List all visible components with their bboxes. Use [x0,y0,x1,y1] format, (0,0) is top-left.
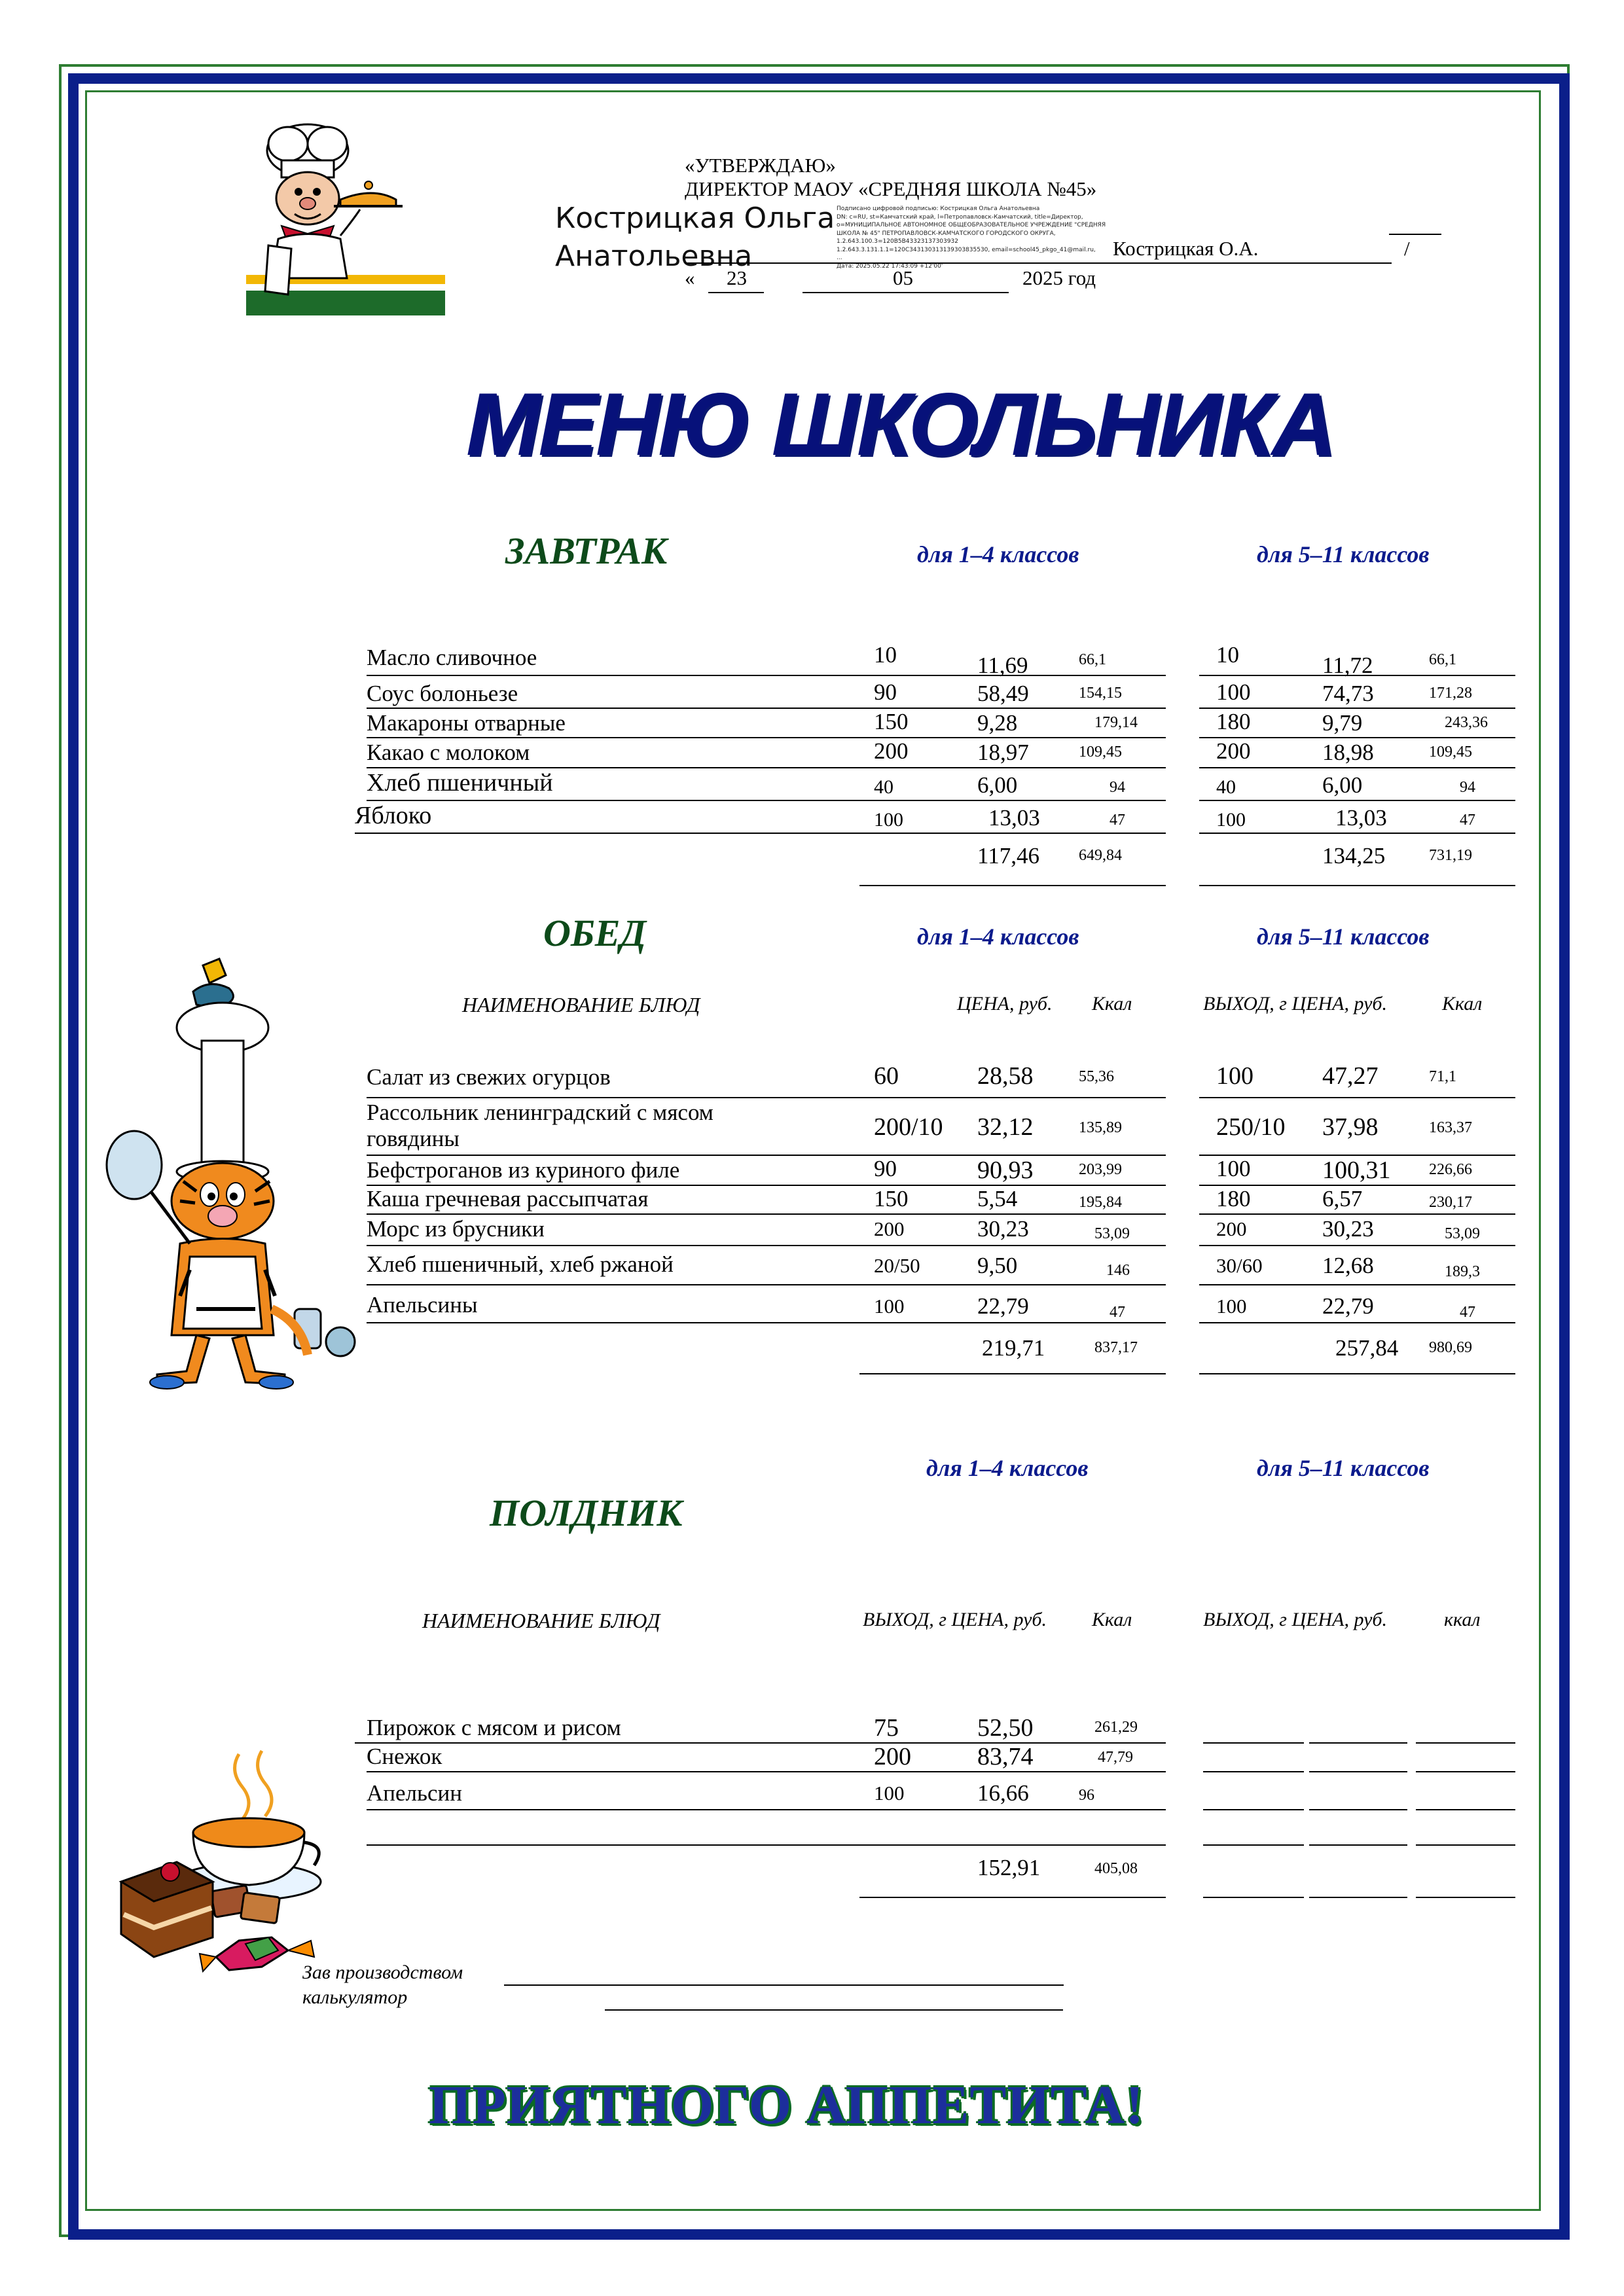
kcal-5-11: 109,45 [1429,744,1472,761]
portion-1-4: 100 [874,809,903,831]
portion-1-4: 200/10 [874,1113,943,1141]
portion-5-11: 100 [1216,809,1246,831]
row-rule [1203,1771,1304,1772]
row-rule [1203,1742,1304,1744]
dish-name: Рассольник ленинградский с мясом [367,1100,713,1125]
price-5-11: 47,27 [1322,1062,1379,1090]
row-rule [859,675,1166,676]
date-month-underline [803,292,1009,293]
breakfast-grade-5-11: для 5–11 классов [1257,541,1430,567]
total-kcal-5-11: 980,69 [1429,1339,1472,1356]
price-1-4: 13,03 [988,805,1040,831]
total-price-1-4: 219,71 [982,1335,1045,1361]
row-rule [1199,833,1515,834]
row-rule [1199,1373,1515,1374]
portion-5-11: 250/10 [1216,1113,1286,1141]
dish-name: Хлеб пшеничный [367,769,553,797]
kcal-1-4: 179,14 [1094,714,1138,731]
price-1-4: 18,97 [977,740,1029,765]
signer-name-line1: Кострицкая Ольга [555,202,835,235]
tiger-chef-illustration [98,942,373,1394]
lunch-title: ОБЕД [543,912,647,954]
portion-1-4: 10 [874,642,897,668]
lunch-header-out-price-5-11: ВЫХОД, г ЦЕНА, руб. [1203,993,1387,1014]
dish-name: Бефстроганов из куриного филе [367,1157,680,1183]
portion-5-11: 100 [1216,679,1251,705]
footer-calculator: калькулятор [302,1986,408,2008]
dish-name: Яблоко [355,802,432,829]
portion-5-11: 100 [1216,1062,1254,1090]
date-open-quote: « [685,266,695,289]
portion-5-11: 10 [1216,642,1239,668]
row-rule [859,1213,1166,1215]
price-5-11: 12,68 [1322,1253,1374,1278]
date-day-underline [708,292,764,293]
row-rule [859,1771,1166,1772]
snack-grade-1-4: для 1–4 классов [926,1455,1089,1481]
snack-grade-5-11: для 5–11 классов [1257,1455,1430,1481]
row-rule [367,1771,859,1772]
portion-1-4: 40 [874,776,893,798]
kcal-5-11: 71,1 [1429,1068,1456,1085]
price-5-11: 22,79 [1322,1293,1374,1319]
row-rule [859,885,1166,886]
digital-signature-line: ... [837,255,842,261]
row-rule [367,1245,859,1246]
price-5-11: 100,31 [1322,1157,1391,1184]
digital-signature-line: DN: c=RU, st=Камчатский край, l=Петропавловск-Камчатский, title=Директор, [837,213,1083,221]
price-1-4: 52,50 [977,1714,1034,1742]
snack-header-name: НАИМЕНОВАНИЕ БЛЮД [422,1609,660,1632]
row-rule [367,1284,859,1285]
dish-name-continued: говядины [367,1126,460,1151]
price-5-11: 6,57 [1322,1186,1363,1211]
kcal-1-4: 47,79 [1098,1749,1133,1766]
row-rule [1199,767,1515,768]
lunch-header-kcal-1-4: Ккал [1092,993,1132,1014]
price-1-4: 28,58 [977,1062,1034,1090]
row-rule [1309,1742,1407,1744]
price-5-11: 13,03 [1335,805,1387,831]
price-1-4: 32,12 [977,1113,1034,1141]
lunch-header-kcal-5-11: Ккал [1442,993,1483,1014]
kcal-1-4: 195,84 [1079,1194,1122,1211]
total-price-1-4: 152,91 [977,1855,1041,1880]
price-1-4: 9,28 [977,710,1018,736]
row-rule [859,1245,1166,1246]
price-1-4: 22,79 [977,1293,1029,1319]
snack-header-out-price-5-11: ВЫХОД, г ЦЕНА, руб. [1203,1609,1387,1630]
portion-1-4: 100 [874,1782,905,1804]
total-price-1-4: 117,46 [977,843,1039,869]
row-rule [859,1284,1166,1285]
row-rule [1199,1322,1515,1323]
portion-5-11: 180 [1216,1186,1251,1211]
snack-header-out-price-1-4: ВЫХОД, г ЦЕНА, руб. [863,1609,1047,1630]
portion-1-4: 100 [874,1295,905,1318]
portion-5-11: 100 [1216,1295,1247,1318]
page-title: МЕНЮ ШКОЛЬНИКА [466,374,1335,474]
row-rule [1416,1809,1515,1810]
row-rule [859,800,1166,801]
price-5-11: 30,23 [1322,1216,1374,1242]
total-kcal-1-4: 837,17 [1094,1339,1138,1356]
row-rule [367,737,859,738]
kcal-1-4: 154,15 [1079,685,1122,702]
portion-1-4: 90 [874,679,897,705]
kcal-5-11: 47 [1460,1304,1475,1321]
price-1-4: 30,23 [977,1216,1029,1242]
dish-name: Апельсины [367,1292,478,1318]
portion-5-11: 180 [1216,709,1251,734]
row-rule [367,1213,859,1215]
portion-1-4: 150 [874,1186,909,1211]
dish-name: Масло сливочное [367,645,537,670]
snack-title: ПОЛДНИК [490,1492,683,1534]
price-1-4: 90,93 [977,1157,1034,1184]
total-kcal-1-4: 405,08 [1094,1860,1138,1877]
price-1-4: 9,50 [977,1253,1018,1278]
row-rule [367,1844,859,1846]
portion-1-4: 20/50 [874,1254,920,1277]
row-rule [859,1097,1166,1098]
row-rule [367,708,859,709]
row-rule [1199,1284,1515,1285]
portion-1-4: 60 [874,1062,899,1090]
date-day: 23 [727,266,747,289]
footer-signature-line-2 [605,2009,1063,2011]
kcal-1-4: 261,29 [1094,1719,1138,1736]
row-rule [1199,1097,1515,1098]
row-rule [367,1097,859,1098]
row-rule [1199,885,1515,886]
row-rule [367,1809,859,1810]
breakfast-title: ЗАВТРАК [505,529,668,572]
dish-name: Снежок [367,1744,442,1769]
row-rule [1309,1809,1407,1810]
kcal-1-4: 66,1 [1079,651,1106,668]
price-1-4: 58,49 [977,681,1029,706]
price-5-11: 6,00 [1322,772,1363,798]
row-rule [1416,1771,1515,1772]
price-1-4: 83,74 [977,1743,1034,1770]
kcal-1-4: 55,36 [1079,1068,1114,1085]
row-rule [859,1322,1166,1323]
digital-signature-line: 1.2.643.3.131.1.1=120С343130313139303835530, email=school45_pkgo_41@mail.ru, [837,246,1096,253]
row-rule [1309,1844,1407,1846]
price-1-4: 6,00 [977,772,1018,798]
row-rule [1416,1897,1515,1898]
portion-5-11: 200 [1216,738,1251,764]
closing-banner: ПРИЯТНОГО АППЕТИТА! [429,2075,1145,2136]
row-rule [1203,1844,1304,1846]
price-1-4: 5,54 [977,1186,1018,1211]
snack-header-kcal-5-11: ккал [1444,1609,1481,1630]
row-rule [1199,800,1515,801]
row-rule [1416,1742,1515,1744]
dish-name: Каша гречневая рассыпчатая [367,1186,649,1211]
portion-1-4: 90 [874,1156,897,1181]
kcal-1-4: 146 [1106,1262,1130,1279]
dish-name: Салат из свежих огурцов [367,1064,611,1090]
total-price-5-11: 134,25 [1322,843,1386,869]
portion-5-11: 30/60 [1216,1254,1263,1277]
date-year: 2025 год [1022,266,1096,289]
kcal-1-4: 47 [1110,1304,1125,1321]
kcal-1-4: 96 [1079,1787,1094,1804]
row-rule [1199,1213,1515,1215]
kcal-5-11: 66,1 [1429,651,1456,668]
dish-name: Какао с молоком [367,740,530,765]
portion-1-4: 75 [874,1714,899,1742]
portion-5-11: 100 [1216,1156,1251,1181]
lunch-grade-1-4: для 1–4 классов [917,924,1079,950]
dish-name: Соус болоньезе [367,681,518,706]
digital-signature-line: ШКОЛА № 45" ПЕТРОПАВЛОВСК-КАМЧАТСКОГО ГОРОДСКОГО ОКРУГА, [837,230,1056,237]
price-5-11: 18,98 [1322,740,1374,765]
dish-name: Хлеб пшеничный, хлеб ржаной [367,1251,674,1277]
dish-name: Морс из брусники [367,1216,545,1242]
lunch-grade-5-11: для 5–11 классов [1257,924,1430,950]
lunch-header-price-1-4: ЦЕНА, руб. [957,993,1053,1014]
row-rule [1203,1897,1304,1898]
dish-name: Пирожок с мясом и рисом [367,1715,621,1740]
date-month: 05 [893,266,913,289]
row-rule [1199,1245,1515,1246]
portion-1-4: 200 [874,738,909,764]
footer-production-manager: Зав производством [302,1962,463,1983]
row-rule [859,1809,1166,1810]
price-5-11: 9,79 [1322,710,1363,736]
dish-name: Апельсин [367,1780,462,1806]
director-position: ДИРЕКТОР МАОУ «СРЕДНЯЯ ШКОЛА №45» [685,177,1097,200]
portion-5-11: 200 [1216,1217,1247,1240]
row-rule [355,833,859,834]
kcal-1-4: 109,45 [1079,744,1122,761]
digital-signature-line: o=МУНИЦИПАЛЬНОЕ АВТОНОМНОЕ ОБЩЕОБРАЗОВАТЕЛЬНОЕ УЧРЕЖДЕНИЕ "СРЕДНЯЯ [837,222,1106,228]
kcal-1-4: 135,89 [1079,1119,1122,1136]
row-rule [1203,1809,1304,1810]
price-5-11: 37,98 [1322,1113,1379,1141]
breakfast-grade-1-4: для 1–4 классов [917,541,1079,567]
kcal-5-11: 226,66 [1429,1161,1472,1178]
kcal-1-4: 94 [1110,779,1125,796]
approve-label: «УТВЕРЖДАЮ» [685,154,836,177]
row-rule [859,1373,1166,1374]
row-rule [367,675,859,676]
row-rule [367,1322,859,1323]
row-rule [1416,1844,1515,1846]
kcal-1-4: 203,99 [1079,1161,1122,1178]
kcal-5-11: 171,28 [1429,685,1472,702]
director-name-short: Кострицкая О.А. [1113,237,1259,260]
row-rule [367,1155,859,1156]
portion-5-11: 40 [1216,776,1236,798]
price-5-11: 74,73 [1322,681,1374,706]
signer-name-line2: Анатольевна [555,240,753,273]
digital-signature-line: Подписано цифровой подписью: Кострицкая Ольга Анатольевна [837,206,1040,212]
digital-signature-line: Дата: 2025.05.22 17:43:09 +12'00' [837,262,943,270]
kcal-5-11: 53,09 [1445,1225,1480,1242]
total-kcal-1-4: 649,84 [1079,847,1122,864]
dish-name: Макароны отварные [367,710,566,736]
row-rule [367,800,859,801]
signature-underline-short [1389,234,1441,235]
row-rule [859,767,1166,768]
price-1-4: 16,66 [977,1780,1029,1806]
total-price-5-11: 257,84 [1335,1335,1399,1361]
price-5-11: 11,72 [1322,653,1373,678]
row-rule [859,1844,1166,1846]
kcal-5-11: 47 [1460,812,1475,829]
kcal-5-11: 243,36 [1445,714,1488,731]
snack-header-kcal-1-4: Ккал [1092,1609,1132,1630]
total-kcal-5-11: 731,19 [1429,847,1472,864]
price-1-4: 11,69 [977,653,1028,678]
row-rule [1309,1897,1407,1898]
portion-1-4: 150 [874,709,909,734]
kcal-1-4: 53,09 [1094,1225,1130,1242]
kcal-5-11: 189,3 [1445,1263,1480,1280]
portion-1-4: 200 [874,1743,911,1770]
tea-and-cake-illustration [115,1741,363,1983]
row-rule [859,1897,1166,1898]
chef-illustration [242,115,452,317]
kcal-5-11: 230,17 [1429,1194,1472,1211]
digital-signature-block [837,205,1111,270]
row-rule [1309,1771,1407,1772]
footer-signature-line-1 [504,1984,1064,1986]
row-rule [1199,675,1515,676]
signature-underline [685,262,1392,264]
kcal-1-4: 47 [1110,812,1125,829]
kcal-5-11: 163,37 [1429,1119,1472,1136]
kcal-5-11: 94 [1460,779,1475,796]
signature-slash: / [1404,237,1410,260]
lunch-header-name: НАИМЕНОВАНИЕ БЛЮД [462,993,700,1016]
row-rule [859,833,1166,834]
digital-signature-line: 1.2.643.100.3=120В5В43323137303932 [837,238,958,245]
portion-1-4: 200 [874,1217,905,1240]
